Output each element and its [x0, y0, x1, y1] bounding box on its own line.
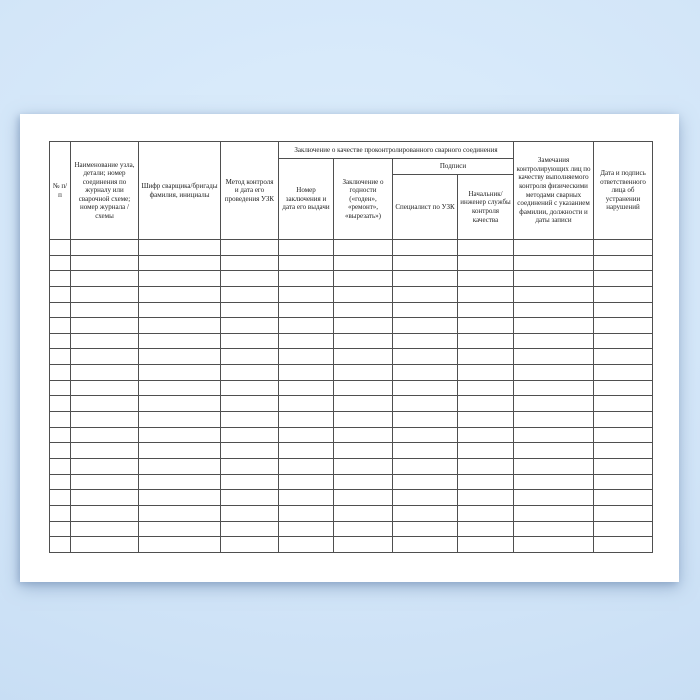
empty-cell	[514, 412, 594, 428]
empty-cell	[279, 427, 334, 443]
empty-cell	[50, 537, 71, 553]
empty-cell	[139, 490, 221, 506]
empty-cell	[393, 286, 458, 302]
empty-cell	[334, 412, 393, 428]
empty-cell	[279, 537, 334, 553]
empty-cell	[221, 318, 279, 334]
empty-cell	[334, 333, 393, 349]
empty-cell	[393, 318, 458, 334]
empty-cell	[334, 286, 393, 302]
empty-cell	[458, 380, 514, 396]
empty-cell	[334, 490, 393, 506]
empty-cell	[594, 396, 653, 412]
empty-cell	[50, 333, 71, 349]
document-page	[20, 114, 679, 582]
col-header-row-number: № п/п	[50, 142, 71, 240]
table-row	[50, 490, 653, 506]
empty-cell	[334, 521, 393, 537]
empty-cell	[71, 490, 139, 506]
empty-cell	[514, 286, 594, 302]
empty-cell	[334, 443, 393, 459]
table-row	[50, 240, 653, 256]
empty-cell	[139, 380, 221, 396]
col-header-uzk-specialist: Специалист по УЗК	[393, 175, 458, 240]
empty-cell	[221, 396, 279, 412]
empty-cell	[514, 490, 594, 506]
empty-cell	[594, 349, 653, 365]
empty-cell	[594, 240, 653, 256]
table-row	[50, 271, 653, 287]
empty-cell	[334, 537, 393, 553]
empty-cell	[393, 505, 458, 521]
empty-cell	[139, 333, 221, 349]
table-row	[50, 396, 653, 412]
empty-cell	[334, 240, 393, 256]
empty-cell	[50, 271, 71, 287]
empty-cell	[458, 255, 514, 271]
empty-cell	[279, 458, 334, 474]
empty-cell	[279, 505, 334, 521]
empty-cell	[221, 255, 279, 271]
empty-cell	[50, 490, 71, 506]
table-row	[50, 427, 653, 443]
empty-cell	[594, 490, 653, 506]
empty-cell	[71, 396, 139, 412]
empty-cell	[458, 474, 514, 490]
empty-cell	[71, 240, 139, 256]
empty-cell	[334, 505, 393, 521]
empty-cell	[514, 349, 594, 365]
empty-cell	[50, 318, 71, 334]
empty-cell	[50, 521, 71, 537]
col-header-quality-chief: Начальник/ инженер службы контроля качества	[458, 175, 514, 240]
empty-cell	[334, 255, 393, 271]
empty-cell	[139, 365, 221, 381]
empty-cell	[71, 302, 139, 318]
empty-cell	[334, 427, 393, 443]
empty-cell	[458, 505, 514, 521]
empty-cell	[594, 333, 653, 349]
empty-cell	[393, 365, 458, 381]
empty-cell	[221, 443, 279, 459]
table-row	[50, 458, 653, 474]
empty-cell	[458, 286, 514, 302]
empty-cell	[139, 412, 221, 428]
empty-cell	[71, 271, 139, 287]
table-row	[50, 302, 653, 318]
empty-cell	[279, 474, 334, 490]
group-header-quality-conclusion: Заключение о качестве проконтролированного сварного соединения	[279, 142, 514, 159]
empty-cell	[139, 255, 221, 271]
empty-cell	[458, 396, 514, 412]
empty-cell	[393, 521, 458, 537]
empty-cell	[71, 427, 139, 443]
empty-cell	[221, 427, 279, 443]
empty-cell	[71, 537, 139, 553]
empty-cell	[139, 349, 221, 365]
empty-cell	[393, 427, 458, 443]
empty-cell	[594, 271, 653, 287]
empty-cell	[458, 349, 514, 365]
empty-cell	[458, 333, 514, 349]
empty-cell	[139, 427, 221, 443]
empty-cell	[514, 537, 594, 553]
empty-cell	[514, 318, 594, 334]
empty-cell	[279, 240, 334, 256]
empty-cell	[594, 521, 653, 537]
col-header-resolution: Дата и подпись ответственного лица об устранении нарушений	[594, 142, 653, 240]
empty-cell	[71, 521, 139, 537]
col-header-fitness-conclusion: Заключение о годности («годен», «ремонт», «вырезать»)	[334, 159, 393, 240]
empty-cell	[50, 365, 71, 381]
empty-cell	[514, 365, 594, 381]
empty-cell	[334, 458, 393, 474]
empty-cell	[279, 302, 334, 318]
empty-cell	[221, 490, 279, 506]
empty-cell	[279, 396, 334, 412]
empty-cell	[594, 302, 653, 318]
empty-cell	[279, 443, 334, 459]
empty-cell	[139, 474, 221, 490]
empty-cell	[71, 349, 139, 365]
empty-cell	[334, 318, 393, 334]
empty-cell	[71, 505, 139, 521]
empty-cell	[514, 396, 594, 412]
empty-cell	[221, 365, 279, 381]
empty-cell	[221, 505, 279, 521]
empty-cell	[50, 458, 71, 474]
table-header	[50, 142, 653, 240]
table-row	[50, 412, 653, 428]
empty-cell	[334, 271, 393, 287]
table-row	[50, 537, 653, 553]
empty-cell	[458, 427, 514, 443]
table-row	[50, 349, 653, 365]
empty-cell	[50, 240, 71, 256]
empty-cell	[514, 458, 594, 474]
empty-cell	[50, 443, 71, 459]
col-header-welder-code: Шифр сварщика/бригады фамилия, инициалы	[139, 142, 221, 240]
empty-cell	[393, 396, 458, 412]
empty-cell	[221, 521, 279, 537]
table-row	[50, 318, 653, 334]
empty-cell	[139, 302, 221, 318]
empty-cell	[71, 458, 139, 474]
empty-cell	[393, 333, 458, 349]
empty-cell	[458, 412, 514, 428]
table-row	[50, 443, 653, 459]
empty-cell	[594, 365, 653, 381]
empty-cell	[594, 474, 653, 490]
empty-cell	[514, 474, 594, 490]
empty-cell	[71, 474, 139, 490]
welding-control-journal-table	[49, 141, 653, 553]
empty-cell	[50, 396, 71, 412]
empty-cell	[393, 458, 458, 474]
empty-cell	[279, 490, 334, 506]
empty-cell	[50, 412, 71, 428]
empty-cell	[221, 380, 279, 396]
empty-cell	[279, 286, 334, 302]
empty-cell	[514, 427, 594, 443]
empty-cell	[393, 490, 458, 506]
header-row-groups	[50, 142, 653, 159]
empty-cell	[71, 412, 139, 428]
empty-cell	[71, 286, 139, 302]
empty-cell	[594, 427, 653, 443]
empty-cell	[279, 271, 334, 287]
table-row	[50, 333, 653, 349]
table-row	[50, 365, 653, 381]
empty-cell	[50, 302, 71, 318]
empty-cell	[221, 240, 279, 256]
empty-cell	[514, 521, 594, 537]
table-row	[50, 286, 653, 302]
empty-cell	[514, 505, 594, 521]
empty-cell	[50, 505, 71, 521]
empty-cell	[71, 380, 139, 396]
empty-cell	[50, 427, 71, 443]
empty-cell	[393, 443, 458, 459]
empty-cell	[393, 474, 458, 490]
empty-cell	[393, 271, 458, 287]
empty-cell	[139, 271, 221, 287]
empty-cell	[514, 240, 594, 256]
empty-cell	[50, 255, 71, 271]
empty-cell	[458, 521, 514, 537]
empty-cell	[279, 333, 334, 349]
empty-cell	[279, 349, 334, 365]
empty-cell	[594, 255, 653, 271]
empty-cell	[279, 380, 334, 396]
empty-cell	[139, 443, 221, 459]
empty-cell	[50, 286, 71, 302]
table-row	[50, 380, 653, 396]
empty-cell	[514, 302, 594, 318]
empty-cell	[514, 380, 594, 396]
empty-cell	[458, 443, 514, 459]
col-header-unit-name: Наименование узла, детали; номер соединения по журналу или сварочной схеме; номер журнала /схемы	[71, 142, 139, 240]
table-row	[50, 521, 653, 537]
empty-cell	[139, 286, 221, 302]
empty-cell	[393, 349, 458, 365]
empty-cell	[393, 240, 458, 256]
empty-cell	[458, 537, 514, 553]
empty-cell	[139, 318, 221, 334]
empty-cell	[393, 537, 458, 553]
empty-cell	[71, 333, 139, 349]
empty-cell	[50, 474, 71, 490]
empty-cell	[139, 240, 221, 256]
empty-cell	[393, 380, 458, 396]
empty-cell	[514, 333, 594, 349]
table-row	[50, 505, 653, 521]
empty-cell	[514, 271, 594, 287]
empty-cell	[458, 490, 514, 506]
empty-cell	[594, 412, 653, 428]
empty-cell	[279, 521, 334, 537]
empty-cell	[594, 318, 653, 334]
col-header-remarks: Замечания контролирующих лиц по качеству выполняемого контроля физическими методами сварных соединений с указанием фамилии, должности и даты записи	[514, 142, 594, 240]
empty-cell	[334, 396, 393, 412]
empty-cell	[71, 318, 139, 334]
empty-cell	[139, 458, 221, 474]
empty-cell	[334, 380, 393, 396]
table-body	[50, 240, 653, 553]
empty-cell	[279, 412, 334, 428]
empty-cell	[221, 537, 279, 553]
empty-cell	[393, 412, 458, 428]
empty-cell	[71, 255, 139, 271]
empty-cell	[71, 365, 139, 381]
empty-cell	[71, 443, 139, 459]
empty-cell	[458, 271, 514, 287]
empty-cell	[334, 349, 393, 365]
empty-cell	[393, 255, 458, 271]
empty-cell	[139, 521, 221, 537]
empty-cell	[221, 302, 279, 318]
empty-cell	[221, 474, 279, 490]
col-header-conclusion-number: Номер заключения и дата его выдачи	[279, 159, 334, 240]
empty-cell	[594, 286, 653, 302]
empty-cell	[334, 474, 393, 490]
empty-cell	[221, 286, 279, 302]
empty-cell	[139, 505, 221, 521]
empty-cell	[221, 271, 279, 287]
empty-cell	[139, 537, 221, 553]
empty-cell	[514, 255, 594, 271]
empty-cell	[594, 380, 653, 396]
col-header-control-method: Метод контроля и дата его проведения УЗК	[221, 142, 279, 240]
empty-cell	[279, 255, 334, 271]
empty-cell	[221, 349, 279, 365]
empty-cell	[458, 318, 514, 334]
empty-cell	[514, 443, 594, 459]
empty-cell	[458, 365, 514, 381]
empty-cell	[50, 349, 71, 365]
empty-cell	[594, 458, 653, 474]
group-header-signatures: Подписи	[393, 159, 514, 175]
empty-cell	[279, 365, 334, 381]
empty-cell	[458, 302, 514, 318]
table-row	[50, 255, 653, 271]
empty-cell	[594, 537, 653, 553]
empty-cell	[139, 396, 221, 412]
empty-cell	[594, 505, 653, 521]
empty-cell	[334, 302, 393, 318]
table-row	[50, 474, 653, 490]
empty-cell	[221, 412, 279, 428]
empty-cell	[279, 318, 334, 334]
empty-cell	[221, 458, 279, 474]
empty-cell	[458, 458, 514, 474]
empty-cell	[393, 302, 458, 318]
empty-cell	[594, 443, 653, 459]
empty-cell	[334, 365, 393, 381]
empty-cell	[50, 380, 71, 396]
empty-cell	[221, 333, 279, 349]
empty-cell	[458, 240, 514, 256]
